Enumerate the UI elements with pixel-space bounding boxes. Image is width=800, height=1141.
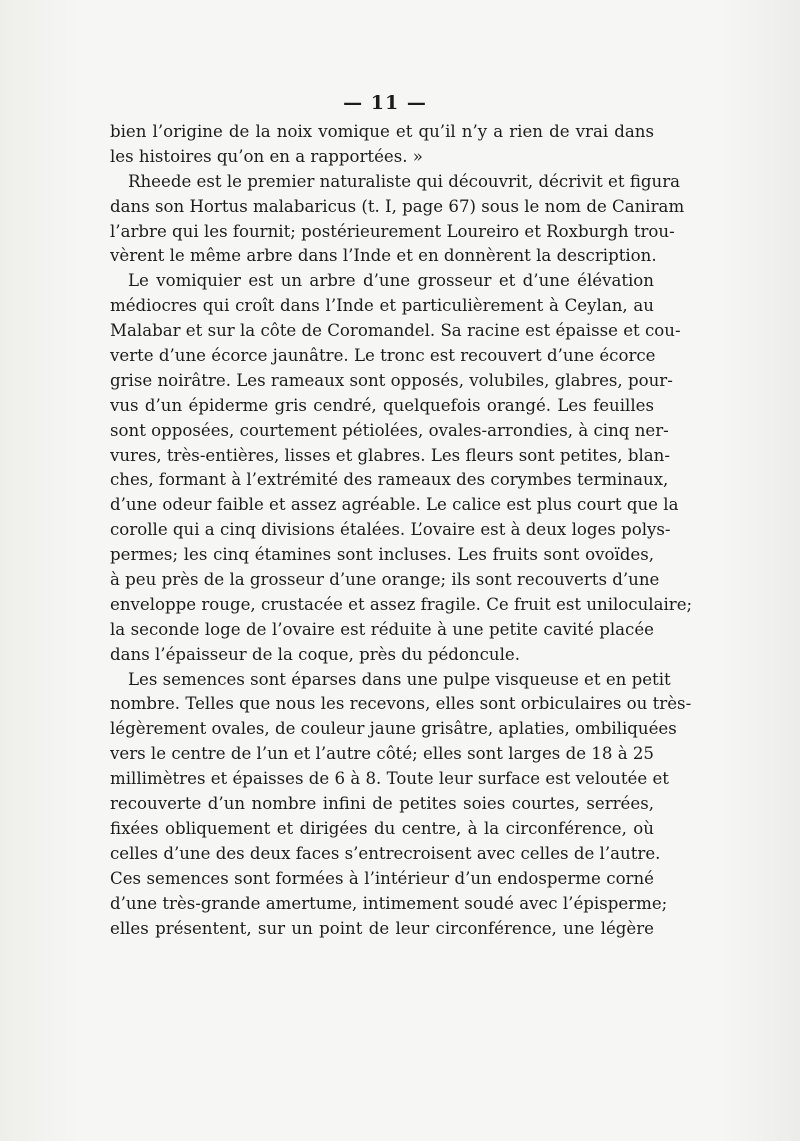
text-line: dans l’épaisseur de la coque, près du pédoncule. xyxy=(110,644,520,664)
text-line: Malabar et sur la côte de Coromandel. Sa racine est épaisse et cou- xyxy=(110,321,681,341)
text-line: les histoires qu’on en a rapportées. » xyxy=(110,146,423,166)
text-line: sont opposées, courtement pétiolées, ovales-arrondies, à cinq ner- xyxy=(110,420,669,440)
text-line: vures, très-entières, lisses et glabres. Les fleurs sont petites, blan- xyxy=(110,445,670,465)
text-line: vus d’un épiderme gris cendré, quelquefois orangé. Les feuilles xyxy=(110,395,654,415)
body-text xyxy=(110,120,693,941)
text-line: celles d’une des deux faces s’entrecroisent avec celles de l’autre. xyxy=(110,843,661,863)
text-line: d’une très-grande amertume, intimement soudé avec l’épisperme; xyxy=(110,893,668,913)
text-line: Rheede est le premier naturaliste qui découvrit, décrivit et figura xyxy=(128,171,681,191)
text-line: médiocres qui croît dans l’Inde et particulièrement à Ceylan, au xyxy=(110,296,654,316)
text-line: Ces semences sont formées à l’intérieur d’un endosperme corné xyxy=(110,868,654,888)
text-line: d’une odeur faible et assez agréable. Le calice est plus court que la xyxy=(110,495,679,515)
text-line: vèrent le même arbre dans l’Inde et en donnèrent la description. xyxy=(110,246,657,266)
text-line: à peu près de la grosseur d’une orange; ils sont recouverts d’une xyxy=(110,570,660,590)
text-line: dans son Hortus malabaricus (t. I, page 67) sous le nom de Caniram xyxy=(110,196,685,216)
text-line: ches, formant à l’extrémité des rameaux des corymbes terminaux, xyxy=(110,470,669,490)
text-line: enveloppe rouge, crustacée et assez fragile. Ce fruit est uniloculaire; xyxy=(110,594,693,614)
text-line: bien l’origine de la noix vomique et qu’il n’y a rien de vrai dans xyxy=(110,122,654,141)
text-line: fixées obliquement et dirigées du centre, à la circonférence, où xyxy=(110,818,654,838)
page-number: — 11 — xyxy=(343,92,427,114)
text-line: Le vomiquier est un arbre d’une grosseur et d’une élévation xyxy=(128,271,654,291)
text-line: grise noirâtre. Les rameaux sont opposés, volubiles, glabres, pour- xyxy=(110,370,673,390)
text-line: la seconde loge de l’ovaire est réduite à une petite cavité placée xyxy=(110,619,654,639)
text-line: corolle qui a cinq divisions étalées. L’ovaire est à deux loges polys- xyxy=(110,520,671,540)
text-line: l’arbre qui les fournit; postérieurement Loureiro et Roxburgh trou- xyxy=(110,221,675,241)
text-line: verte d’une écorce jaunâtre. Le tronc est recouvert d’une écorce xyxy=(110,346,656,366)
text-line: nombre. Telles que nous les recevons, elles sont orbiculaires ou très- xyxy=(110,694,692,714)
text-line: recouverte d’un nombre infini de petites soies courtes, serrées, xyxy=(110,794,654,814)
text-line: vers le centre de l’un et l’autre côté; elles sont larges de 18 à 25 xyxy=(110,744,654,764)
page-margin xyxy=(0,960,800,1141)
text-line: elles présentent, sur un point de leur circonférence, une légère xyxy=(110,918,654,938)
text-line: Les semences sont éparses dans une pulpe visqueuse et en petit xyxy=(128,669,671,689)
text-line: permes; les cinq étamines sont incluses. Les fruits sont ovoïdes, xyxy=(110,545,654,565)
text-line: millimètres et épaisses de 6 à 8. Toute leur surface est veloutée et xyxy=(110,769,669,789)
text-line: légèrement ovales, de couleur jaune grisâtre, aplaties, ombiliquées xyxy=(110,719,677,739)
